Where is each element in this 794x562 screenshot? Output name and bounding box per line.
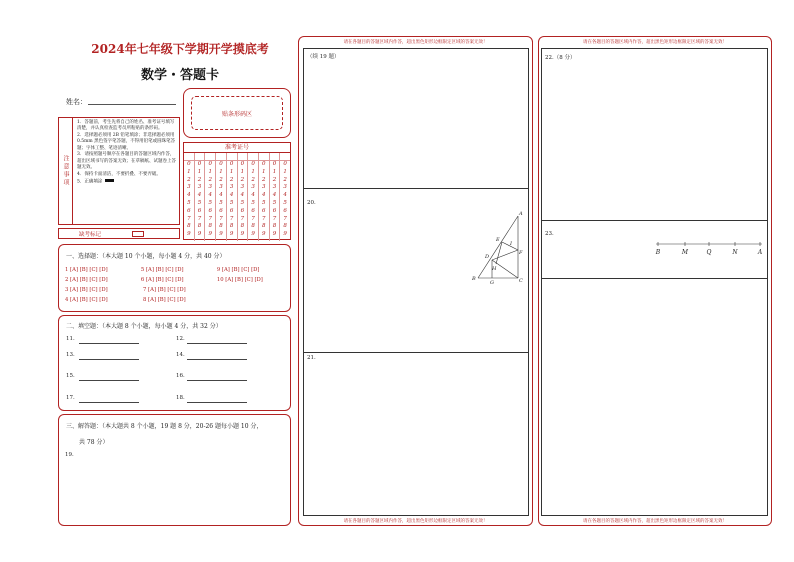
- id-write-cell[interactable]: [238, 153, 248, 161]
- number-line-figure: [650, 236, 766, 258]
- id-digit-bubble[interactable]: 0: [197, 161, 202, 167]
- id-digit-bubble[interactable]: 5: [229, 199, 234, 206]
- id-column: [280, 153, 290, 241]
- id-digit-bubble[interactable]: 8: [187, 223, 191, 230]
- id-digit-bubble[interactable]: 0: [229, 161, 234, 167]
- id-digit-bubble[interactable]: 1: [272, 168, 277, 175]
- fill-line[interactable]: [79, 380, 139, 381]
- solve-heading-cont: 共 78 分）: [79, 439, 109, 446]
- fill-label: 18.: [176, 395, 185, 401]
- id-digit-bubble[interactable]: 1: [229, 168, 234, 175]
- id-write-cell[interactable]: [270, 153, 280, 161]
- id-digit-bubble[interactable]: 7: [197, 215, 202, 222]
- warning-top: 请在各题目的答题区域内作答，超出黑色矩形边框限定区域的答案无效！: [343, 40, 488, 45]
- id-column: [259, 153, 270, 241]
- id-write-cell[interactable]: [195, 153, 205, 161]
- choice-item[interactable]: 1 [A] [B] [C] [D]: [65, 267, 108, 273]
- id-write-cell[interactable]: [227, 153, 237, 161]
- exam-title: 2024年七年级下学期开学摸底考: [91, 42, 269, 56]
- id-digit-bubble[interactable]: 0: [251, 161, 255, 167]
- label-a: A: [757, 249, 763, 256]
- id-digit-bubble[interactable]: 9: [251, 231, 255, 238]
- id-digit-bubble[interactable]: 4: [197, 192, 202, 199]
- notice-item: 3．请按照题号顺序在各题目的答题区域内作答，超出区域书写的答案无效；在草稿纸、试题卷上答题无效。: [77, 152, 176, 171]
- question-19-label: 19.: [65, 452, 74, 458]
- id-digit-bubble[interactable]: 5: [262, 199, 266, 206]
- id-digit-bubble[interactable]: 2: [187, 176, 191, 183]
- id-digit-bubble[interactable]: 6: [251, 207, 255, 214]
- id-digit-bubble[interactable]: 4: [272, 192, 277, 199]
- label-m: M: [681, 249, 689, 256]
- id-column: [195, 153, 206, 241]
- id-digit-bubble[interactable]: 5: [197, 199, 202, 206]
- notice-label: 注意事项: [59, 118, 73, 224]
- exam-id-grid: [184, 153, 290, 241]
- fill-line[interactable]: [187, 402, 247, 403]
- notice-list: [77, 120, 176, 186]
- id-digit-bubble[interactable]: 1: [197, 168, 202, 175]
- fill-line[interactable]: [187, 343, 247, 344]
- id-digit-bubble[interactable]: 1: [208, 168, 212, 175]
- id-digit-bubble[interactable]: 2: [229, 176, 234, 183]
- fill-line[interactable]: [187, 359, 247, 360]
- choice-item[interactable]: 8 [A] [B] [C] [D]: [143, 297, 186, 303]
- absent-mark-row: [58, 228, 180, 239]
- fill-line[interactable]: [79, 359, 139, 360]
- id-digit-bubble[interactable]: 9: [208, 231, 212, 238]
- id-digit-bubble[interactable]: 8: [219, 223, 223, 230]
- label-g: G: [490, 280, 494, 286]
- label-d: D: [485, 254, 490, 260]
- choice-row: [65, 267, 285, 277]
- choice-item[interactable]: 2 [A] [B] [C] [D]: [65, 277, 108, 283]
- id-digit-bubble[interactable]: 4: [208, 192, 212, 199]
- id-digit-bubble[interactable]: 5: [272, 199, 277, 206]
- choice-row: [65, 287, 285, 297]
- name-label: 姓名：: [66, 98, 87, 106]
- label-e: E: [496, 237, 500, 243]
- id-digit-bubble[interactable]: 7: [283, 215, 287, 222]
- divider: [303, 352, 529, 353]
- id-digit-bubble[interactable]: 2: [240, 176, 245, 183]
- choice-item[interactable]: 3 [A] [B] [C] [D]: [65, 287, 108, 293]
- id-write-cell[interactable]: [184, 153, 194, 161]
- id-digit-bubble[interactable]: 3: [240, 184, 245, 191]
- id-digit-bubble[interactable]: 5: [208, 199, 212, 206]
- id-digit-bubble[interactable]: 2: [272, 176, 277, 183]
- exam-subtitle: 数学・答题卡: [140, 68, 219, 83]
- id-digit-bubble[interactable]: 3: [187, 184, 191, 191]
- fill-label: 11.: [66, 336, 75, 342]
- triangle-figure: [470, 210, 530, 290]
- id-digit-bubble[interactable]: 1: [240, 168, 245, 175]
- id-digit-bubble[interactable]: 2: [262, 176, 266, 183]
- id-column: [205, 153, 216, 241]
- id-digit-bubble[interactable]: 8: [208, 223, 212, 230]
- label-c: C: [519, 278, 523, 284]
- id-digit-bubble[interactable]: 6: [283, 207, 287, 214]
- id-digit-bubble[interactable]: 0: [187, 161, 191, 167]
- id-digit-bubble[interactable]: 7: [251, 215, 255, 222]
- id-digit-bubble[interactable]: 7: [240, 215, 245, 222]
- choice-item[interactable]: 5 [A] [B] [C] [D]: [140, 267, 184, 273]
- label-i: I: [510, 241, 512, 247]
- id-digit-bubble[interactable]: 9: [240, 231, 245, 238]
- solve-section: [58, 414, 291, 526]
- filled-sample-mark: [105, 179, 114, 183]
- notice-item: 2．选择题必须用 2B 铅笔填涂；非选择题必须用 0.5mm 黑色签字笔答题，不得用铅笔或圆珠笔答题；字体工整、笔迹清晰。: [77, 133, 176, 151]
- id-digit-bubble[interactable]: 5: [251, 199, 255, 206]
- warning-bottom: 请在各题目的答题区域内作答，超出黑色矩形边框限定区域的答案无效！: [343, 519, 488, 524]
- notice-item: 4．保持卡面清洁，不要折叠、不要弄破。: [77, 171, 161, 177]
- id-digit-bubble[interactable]: 0: [262, 161, 266, 167]
- id-digit-bubble[interactable]: 3: [283, 184, 287, 191]
- exam-id-box: [183, 142, 291, 240]
- id-digit-bubble[interactable]: 8: [272, 223, 277, 230]
- choice-section: [58, 244, 291, 312]
- choice-grid: [65, 267, 285, 307]
- id-digit-bubble[interactable]: 1: [251, 168, 255, 175]
- id-digit-bubble[interactable]: 6: [229, 207, 234, 214]
- id-digit-bubble[interactable]: 4: [229, 192, 234, 199]
- id-digit-bubble[interactable]: 3: [229, 184, 234, 191]
- divider: [541, 220, 768, 221]
- id-digit-bubble[interactable]: 5: [219, 199, 223, 206]
- solve-heading: 三、解答题：（本大题共 8 个小题，19 题 8 分，20-26 题每小题 10 分，: [66, 423, 263, 430]
- choice-row: [65, 297, 285, 307]
- id-digit-bubble[interactable]: 4: [262, 192, 266, 199]
- warning-bottom: 请在各题目的答题区域内作答，超出黑色矩形边框限定区域的答案无效！: [583, 519, 727, 524]
- id-digit-bubble[interactable]: 1: [187, 168, 191, 175]
- id-digit-bubble[interactable]: 5: [240, 199, 245, 206]
- label-h: H: [492, 266, 497, 272]
- id-digit-bubble[interactable]: 7: [219, 215, 223, 222]
- notice-item: 1．答题前，考生先将自己的姓名、准考证号填写清楚，并认真检查监考员所粘贴的条形码。: [77, 120, 175, 132]
- choice-item[interactable]: 9 [A] [B] [C] [D]: [216, 267, 260, 273]
- label-n: N: [732, 249, 738, 256]
- id-digit-bubble[interactable]: 6: [187, 207, 191, 214]
- choice-item[interactable]: 7 [A] [B] [C] [D]: [143, 287, 186, 293]
- id-digit-bubble[interactable]: 5: [283, 199, 287, 206]
- id-digit-bubble[interactable]: 9: [283, 231, 287, 238]
- id-digit-bubble[interactable]: 3: [208, 184, 212, 191]
- fill-label: 15.: [66, 373, 75, 379]
- id-digit-bubble[interactable]: 2: [197, 176, 202, 183]
- label-a: A: [519, 211, 523, 217]
- id-digit-bubble[interactable]: 9: [262, 231, 266, 238]
- id-digit-bubble[interactable]: 2: [283, 176, 287, 183]
- id-digit-bubble[interactable]: 7: [208, 215, 212, 222]
- id-column: [227, 153, 238, 241]
- fill-line[interactable]: [79, 402, 139, 403]
- id-digit-bubble[interactable]: 4: [219, 192, 223, 199]
- fill-line[interactable]: [79, 343, 139, 344]
- id-digit-bubble[interactable]: 8: [197, 223, 202, 230]
- label-b: B: [655, 249, 661, 256]
- question-21-label: 21.: [307, 355, 316, 361]
- fill-heading: 二、填空题：（本大题 8 个小题，每小题 4 分，共 32 分）: [66, 323, 222, 330]
- segment-df: [492, 250, 518, 260]
- fill-label: 16.: [176, 373, 185, 379]
- absent-label: 缺考标记: [79, 232, 102, 238]
- fill-label: 12.: [176, 336, 185, 342]
- fill-label: 13.: [66, 352, 75, 358]
- question-23-label: 23.: [545, 231, 554, 237]
- label-f: F: [519, 250, 523, 256]
- id-digit-bubble[interactable]: 0: [272, 161, 277, 167]
- absent-checkbox[interactable]: [132, 231, 144, 237]
- id-column: [238, 153, 249, 241]
- id-digit-bubble[interactable]: 9: [187, 231, 191, 238]
- id-digit-bubble[interactable]: 1: [219, 168, 223, 175]
- name-field[interactable]: [88, 104, 176, 105]
- fill-label: 17.: [66, 395, 75, 401]
- q19-continued-label: （续 19 题）: [307, 54, 340, 60]
- id-digit-bubble[interactable]: 6: [219, 207, 223, 214]
- id-digit-bubble[interactable]: 2: [208, 176, 212, 183]
- notice-box: [58, 117, 180, 225]
- id-digit-bubble[interactable]: 1: [283, 168, 287, 175]
- id-digit-bubble[interactable]: 8: [229, 223, 234, 230]
- barcode-label: 贴条形码区: [191, 96, 283, 130]
- id-column: [216, 153, 227, 241]
- id-digit-bubble[interactable]: 7: [187, 215, 191, 222]
- id-digit-bubble[interactable]: 8: [283, 223, 287, 230]
- id-write-cell[interactable]: [248, 153, 258, 161]
- id-column: [184, 153, 195, 241]
- choice-item[interactable]: 6 [A] [B] [C] [D]: [140, 277, 184, 283]
- id-digit-bubble[interactable]: 4: [251, 192, 255, 199]
- fill-section: [58, 315, 291, 411]
- answer-area-3[interactable]: [541, 48, 768, 516]
- id-write-cell[interactable]: [205, 153, 215, 161]
- id-digit-bubble[interactable]: 6: [262, 207, 266, 214]
- notice-item: [77, 179, 176, 186]
- id-digit-bubble[interactable]: 6: [197, 207, 202, 214]
- divider: [303, 188, 529, 189]
- id-digit-bubble[interactable]: 3: [262, 184, 266, 191]
- id-digit-bubble[interactable]: 0: [219, 161, 223, 167]
- id-digit-bubble[interactable]: 9: [197, 231, 202, 238]
- id-digit-bubble[interactable]: 2: [251, 176, 255, 183]
- id-digit-bubble[interactable]: 9: [229, 231, 234, 238]
- id-write-cell[interactable]: [216, 153, 226, 161]
- fill-label: 14.: [176, 352, 185, 358]
- id-digit-bubble[interactable]: 1: [262, 168, 266, 175]
- id-digit-bubble[interactable]: 7: [229, 215, 234, 222]
- id-digit-bubble[interactable]: 7: [262, 215, 266, 222]
- id-digit-bubble[interactable]: 5: [187, 199, 191, 206]
- id-digit-bubble[interactable]: 6: [272, 207, 277, 214]
- id-digit-bubble[interactable]: 8: [251, 223, 255, 230]
- choice-item[interactable]: 10 [A] [B] [C] [D]: [216, 277, 263, 283]
- id-digit-bubble[interactable]: 6: [240, 207, 245, 214]
- id-digit-bubble[interactable]: 0: [208, 161, 212, 167]
- divider: [541, 278, 768, 279]
- id-digit-bubble[interactable]: 4: [240, 192, 245, 199]
- id-digit-bubble[interactable]: 2: [219, 176, 223, 183]
- id-digit-bubble[interactable]: 8: [240, 223, 245, 230]
- id-digit-bubble[interactable]: 3: [272, 184, 277, 191]
- id-digit-bubble[interactable]: 3: [251, 184, 255, 191]
- id-digit-bubble[interactable]: 9: [219, 231, 223, 238]
- question-20-label: 20.: [307, 200, 316, 206]
- id-digit-bubble[interactable]: 9: [272, 231, 277, 238]
- question-22-label: 22.（8 分）: [545, 55, 576, 61]
- label-b: B: [472, 276, 476, 282]
- id-digit-bubble[interactable]: 4: [283, 192, 287, 199]
- id-column: [270, 153, 281, 241]
- id-digit-bubble[interactable]: 4: [187, 192, 191, 199]
- id-digit-bubble[interactable]: 0: [283, 161, 287, 167]
- choice-item[interactable]: 4 [A] [B] [C] [D]: [65, 297, 108, 303]
- id-write-cell[interactable]: [280, 153, 290, 161]
- id-digit-bubble[interactable]: 3: [219, 184, 223, 191]
- label-q: Q: [706, 249, 712, 256]
- id-digit-bubble[interactable]: 3: [197, 184, 202, 191]
- choice-row: [65, 277, 285, 287]
- id-digit-bubble[interactable]: 7: [272, 215, 277, 222]
- choice-heading: 一、选择题：（本大题 10 个小题，每小题 4 分，共 40 分）: [66, 253, 226, 260]
- barcode-area: [183, 88, 291, 138]
- exam-id-title: 准考证号: [184, 143, 290, 153]
- id-digit-bubble[interactable]: 8: [262, 223, 266, 230]
- fill-line[interactable]: [187, 380, 247, 381]
- id-write-cell[interactable]: [259, 153, 269, 161]
- id-digit-bubble[interactable]: 0: [240, 161, 245, 167]
- id-column: [248, 153, 259, 241]
- id-digit-bubble[interactable]: 6: [208, 207, 212, 214]
- warning-top: 请在各题目的答题区域内作答，超出黑色矩形边框限定区域的答案无效！: [583, 40, 727, 45]
- notice-item-text: 5．正确填涂: [77, 178, 103, 184]
